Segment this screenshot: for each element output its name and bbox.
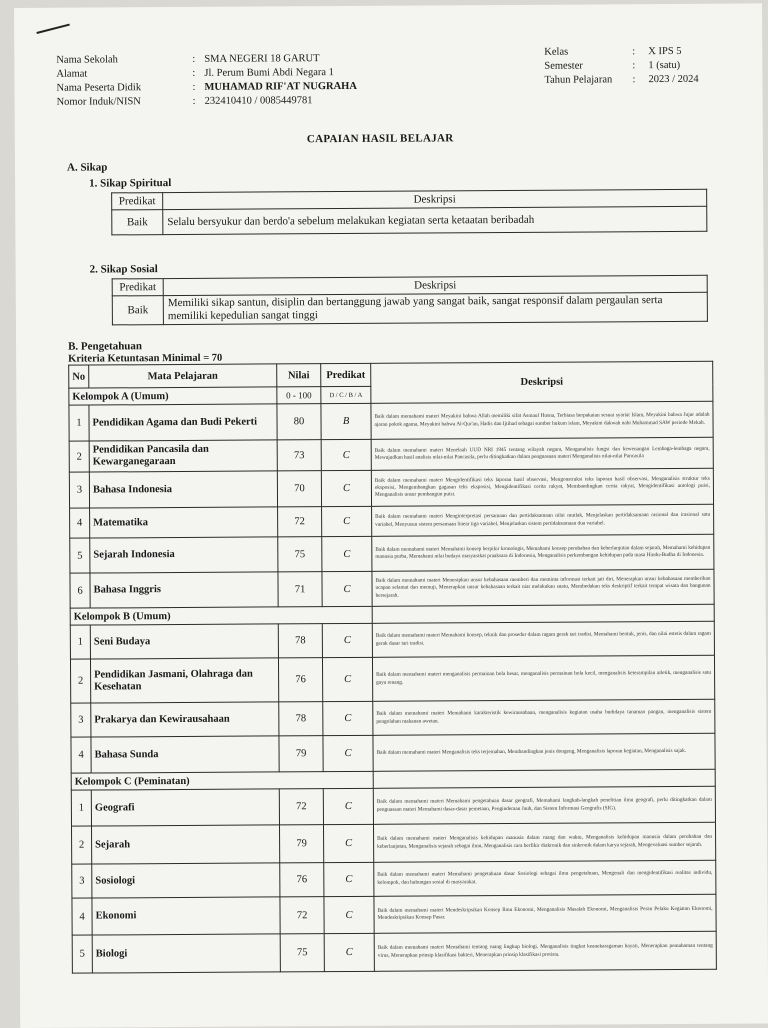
info-value: MUHAMAD RIF'AT NUGRAHA: [204, 80, 357, 93]
kkm-label: Kriteria Ketuntasan Minimal = 70: [68, 352, 223, 365]
table-row: [70, 655, 714, 703]
subject-number: 1: [71, 790, 91, 826]
info-colon: :: [192, 95, 196, 107]
info-value: Jl. Perum Bumi Abdi Negara 1: [204, 67, 334, 79]
page-title: CAPAIAN HASIL BELAJAR: [306, 132, 454, 146]
table-row: [72, 860, 716, 898]
col-deskripsi: Deskripsi: [163, 275, 707, 295]
subject-score: 79: [279, 736, 323, 772]
subject-name: Bahasa Sunda: [91, 736, 279, 773]
subject-score: 78: [279, 702, 323, 736]
subject-description: Baik dalam memahami materi Meyakini bahwa Allah memiliki sifat Asmaul Husna, Terbiasa berpakaian sesuai syariat Islam, Meyakini bahwa Jujur adalah ajaran pokok agama, Meyakini bahwa Al-Qur'an, Hadis dan Ijtihad sebagai sumber hukum islam, Meyakini dakwah nabi Muhammad SAW periode Mekah.: [371, 401, 713, 439]
col-predikat: Predikat: [112, 193, 163, 210]
subject-description: Baik dalam memahami materi Memahami pengetahuan dasar geografi, Memahami langkah-langkah penelitian ilmu geografi, perlu ditingkatkan dalam penguasaan materi Memahami dasar-dasar pemetaan, Penginderaan Jauh, dan Sistem Informasi Geografis (SIG).: [373, 786, 715, 824]
subject-description: Baik dalam memahami materi menganalisis permainan bola besar, menganalisis permainan bola kecil, menganalisis keterampilan atletik, menganalisis satu gaya renang.: [372, 655, 714, 701]
col-predikat: Predikat: [321, 363, 371, 386]
spiritual-heading: 1. Sikap Spiritual: [89, 177, 172, 190]
col-mapel: Mata Pelajaran: [89, 364, 277, 388]
section-b-heading: B. Pengetahuan: [68, 340, 143, 353]
predikat-cell: Baik: [112, 296, 163, 325]
info-colon: :: [192, 67, 196, 79]
info-value: X IPS 5: [648, 45, 682, 58]
subject-score: 75: [278, 537, 322, 572]
subject-description: Baik dalam memahami materi Menganalisis teks terjemahan, Membandingkan jenis dongeng, Menganalisis laporan kegiatan, Menganalisis sajak.: [373, 733, 715, 771]
subject-predikat: C: [321, 439, 371, 470]
info-label: Nama Peserta Didik: [56, 82, 142, 94]
subject-name: Matematika: [90, 507, 278, 538]
subject-score: 72: [280, 897, 324, 934]
subject-number: 5: [70, 538, 90, 573]
subject-predikat: C: [323, 735, 373, 771]
subject-score: 73: [277, 440, 321, 471]
subject-description: Baik dalam memahami materi Memahami karakteristik kewirausahaan, menganalisis kegiatan usaha budidaya tanaman pangan, menganalisis sistem pengolahan makanan awetan.: [373, 699, 715, 735]
col-nilai: Nilai: [277, 364, 321, 387]
subject-score: 80: [277, 404, 321, 440]
section-a-heading: A. Sikap: [66, 161, 108, 174]
subject-predikat: C: [322, 571, 372, 606]
subject-number: 6: [70, 573, 90, 608]
student-info: [56, 52, 357, 110]
subject-score: 78: [278, 624, 322, 658]
subject-score: 72: [279, 789, 323, 825]
subject-description: Baik dalam memahami materi Memahami tentang ruang lingkup biologi, Menganalisis tingkat keanekaragaman hayati, Menerapkan pemahaman tentang virus, Menerapkan prinsip klasifikasi bakteri, Menerapkan prinsip klasifikasi protista.: [374, 931, 716, 971]
subject-number: 1: [70, 625, 90, 659]
report-page: [14, 3, 768, 1028]
class-info: [544, 45, 698, 88]
table-row: [71, 699, 715, 737]
group-blank: [373, 769, 715, 788]
subject-number: 1: [69, 405, 89, 441]
subject-predikat: C: [323, 701, 373, 735]
subject-description: Baik dalam memahami materi Menginterpretasi persamaan dan pertidaksamaan nilai mutlak, Menjelaskan pertidaksamaan rasional dan irasional satu variabel, Menyusun sistem persamaan linear tiga variabel, Menjelaskan sistem pertidaksamaan dua variabel.: [372, 504, 714, 536]
table-header-row: [69, 361, 713, 388]
col-deskripsi: Deskripsi: [163, 189, 707, 209]
subject-predikat: C: [322, 657, 372, 701]
table-row: [112, 292, 707, 325]
subject-number: 2: [71, 826, 91, 864]
subject-description: Baik dalam memahami materi Menerapkan unsur kebahasaan memberi dan meminta informasi terkait jati diri, Menerapkan unsur kebahasaan memberikan ucapan selamat dan memuji, Menerapkan unsur kebahasaan terkait niat melakukan suatu, Membedakan teks deskriptif terkait tempat wisata dan bangunan bersejarah.: [372, 569, 714, 606]
info-colon: :: [632, 46, 636, 58]
table-row: [71, 733, 715, 773]
info-value: 232410410 / 0085449781: [204, 95, 313, 107]
info-value: SMA NEGERI 18 GARUT: [204, 53, 320, 65]
subject-number: 3: [71, 703, 91, 737]
table-row: [70, 534, 714, 573]
info-colon: :: [192, 53, 196, 65]
deskripsi-cell: Selalu bersyukur dan berdo'a sebelum melakukan kegiatan serta ketaatan beribadah: [163, 206, 707, 234]
table-row: [70, 569, 714, 608]
subject-score: 76: [280, 863, 324, 897]
subject-predikat: C: [323, 824, 373, 862]
info-label: Alamat: [56, 68, 88, 80]
grades-table: [68, 361, 717, 974]
subject-name: Sosiologi: [92, 863, 280, 898]
subject-number: 5: [72, 935, 92, 973]
subject-name: Geografi: [91, 789, 279, 826]
subject-description: Baik dalam memahami materi Mendeskripsikan Konsep Ilmu Ekonomi, Menganalisis Masalah Ekonomi, Menganalisis Peran Pelaku Kegiatan Ekonomi, Mendeskripsikan Konsep Pasar.: [374, 894, 716, 933]
table-row: [69, 468, 713, 508]
subject-predikat: C: [322, 623, 372, 657]
social-heading: 2. Sikap Sosial: [89, 263, 158, 276]
subject-predikat: C: [324, 862, 374, 896]
subject-predikat: C: [321, 470, 371, 506]
subject-number: 2: [69, 441, 89, 472]
info-label: Semester: [544, 60, 583, 72]
group-blank: [372, 604, 714, 623]
subject-score: 70: [277, 471, 321, 507]
table-row: [71, 822, 715, 864]
subject-number: 3: [69, 472, 89, 508]
table-row: [71, 786, 715, 826]
subject-predikat: C: [324, 896, 374, 933]
subject-name: Pendidikan Jasmani, Olahraga dan Kesehatan: [90, 658, 278, 703]
spiritual-table: [111, 189, 707, 236]
col-no: No: [69, 365, 89, 388]
group-name: Kelompok B (Umum): [70, 606, 372, 625]
subject-predikat: C: [322, 506, 372, 536]
group-name: Kelompok C (Peminatan): [71, 771, 373, 790]
col-predikat: Predikat: [112, 279, 163, 296]
subject-predikat: B: [321, 403, 371, 439]
group-name: Kelompok A (Umum): [69, 387, 277, 405]
col-deskripsi: Deskripsi: [371, 361, 713, 403]
info-row-nisn: [57, 94, 358, 110]
subject-name: Sejarah Indonesia: [90, 537, 278, 573]
subject-predikat: C: [322, 536, 372, 571]
subject-name: Prakarya dan Kewirausahaan: [91, 702, 279, 737]
subject-score: 75: [280, 934, 324, 972]
subject-name: Pendidikan Pancasila dan Kewarganegaraan: [89, 440, 277, 472]
subject-name: Biologi: [92, 934, 280, 973]
table-row: [69, 401, 713, 441]
info-label: Kelas: [544, 46, 569, 58]
table-row: [72, 931, 716, 973]
info-value: 2023 / 2024: [648, 73, 699, 86]
subject-name: Pendidikan Agama dan Budi Pekerti: [89, 404, 277, 441]
table-row: [72, 894, 716, 935]
subject-score: 79: [279, 825, 323, 863]
subject-number: 4: [70, 508, 90, 538]
subject-name: Seni Budaya: [90, 624, 278, 659]
subject-number: 4: [71, 737, 91, 773]
subject-predikat: C: [324, 933, 374, 971]
subject-number: 2: [70, 659, 90, 703]
info-row-semester: [544, 59, 698, 74]
pen-mark: [36, 24, 69, 34]
subject-description: Baik dalam memahami materi Memahami konsep berpikir kronologis, Memahami konsep perubahan dan keberlanjutan dalam sejarah, Memahami kehidupan manusia purba, Memahami nilai budaya masyarakat praaksara di Indonesia, Menganalisis perkembangan kehidupan pada masa Hindu-Budha di Indonesia.: [372, 534, 714, 571]
predikat-range: D / C / B / A: [321, 386, 371, 403]
subject-score: 76: [278, 658, 322, 702]
table-row: [69, 437, 713, 472]
subject-description: Baik dalam memahami materi Memahami konsep, teknik dan prosedur dalam ragam gerak tari tradisi, Memahami bentuk, jenis, dan nilai estetis dalam ragam gerak dasar tari tradisi.: [372, 621, 714, 657]
table-row: [112, 206, 707, 235]
subject-score: 72: [278, 507, 322, 537]
subject-description: Baik dalam memahami materi Menganalisis kehidupan manusia dalam ruang dan waktu, Menganalisis kehidupan manusia dalam perubahan dan keberlanjutan, Menganalisis sejarah sebagai ilmu, Menganalisis cara berfikir diakronik dan sinkronik dalam karya sejarah, Mengevaluasi sumber sejarah.: [373, 822, 715, 862]
info-row-class: [544, 45, 698, 60]
subject-number: 3: [72, 864, 92, 898]
deskripsi-cell: Memiliki sikap santun, disiplin dan bertanggung jawab yang sangat baik, sangat responsif dalam pergaulan serta memiliki kepedulian sangat tinggi: [163, 292, 707, 324]
info-value: 1 (satu): [648, 59, 681, 72]
info-label: Nama Sekolah: [56, 54, 118, 66]
subject-description: Baik dalam memahami materi Mengidentifikasi teks laporan hasil observasi, Mengonstruksi teks laporan hasil observasi, Menganalisis struktur teks eksposisi, Mengembangkan gagasan teks eksposisi, Mengidentifikasi cerita rakyat, Membandingkan cerita rakyat, Mengidentifikasi antologi puisi, Menganalisis unsur pembangun puisi.: [371, 468, 713, 506]
subject-description: Baik dalam memahami materi Menelaah UUD NRI 1945 tentang wilayah negara, Menganalisis fungsi dan kewenangan Lembaga-lembaga negara, Mewujudkan hasil analisis nilai-nilai Pancasila, perlu ditingkatkan dalam penguasaan materi Menganalisis nilai-nilai Pancasila: [371, 437, 713, 470]
social-table: [112, 275, 708, 326]
grades-body: [69, 401, 716, 973]
info-colon: :: [192, 81, 196, 93]
info-label: Tahun Pelajaran: [544, 74, 613, 86]
info-colon: :: [632, 74, 636, 86]
info-row-year: [544, 73, 698, 88]
subject-predikat: C: [323, 788, 373, 824]
table-row: [70, 621, 714, 659]
nilai-range: 0 - 100: [277, 387, 321, 404]
predikat-cell: Baik: [112, 210, 163, 235]
subject-name: Sejarah: [91, 825, 279, 864]
subject-name: Ekonomi: [92, 897, 280, 935]
subject-name: Bahasa Inggris: [90, 572, 278, 608]
info-colon: :: [632, 60, 636, 72]
table-row: [70, 504, 714, 538]
subject-name: Bahasa Indonesia: [89, 471, 277, 508]
info-label: Nomor Induk/NISN: [56, 96, 141, 108]
subject-score: 71: [278, 572, 322, 607]
subject-description: Baik dalam memahami materi Memahami pengetahuan dasar Sosiologi sebagai ilmu pengetahuan, Mengenali dan mengidentifikasi realitas individu, kelompok, dan hubungan sosial di masyarakat.: [374, 860, 716, 896]
subject-number: 4: [72, 898, 92, 935]
